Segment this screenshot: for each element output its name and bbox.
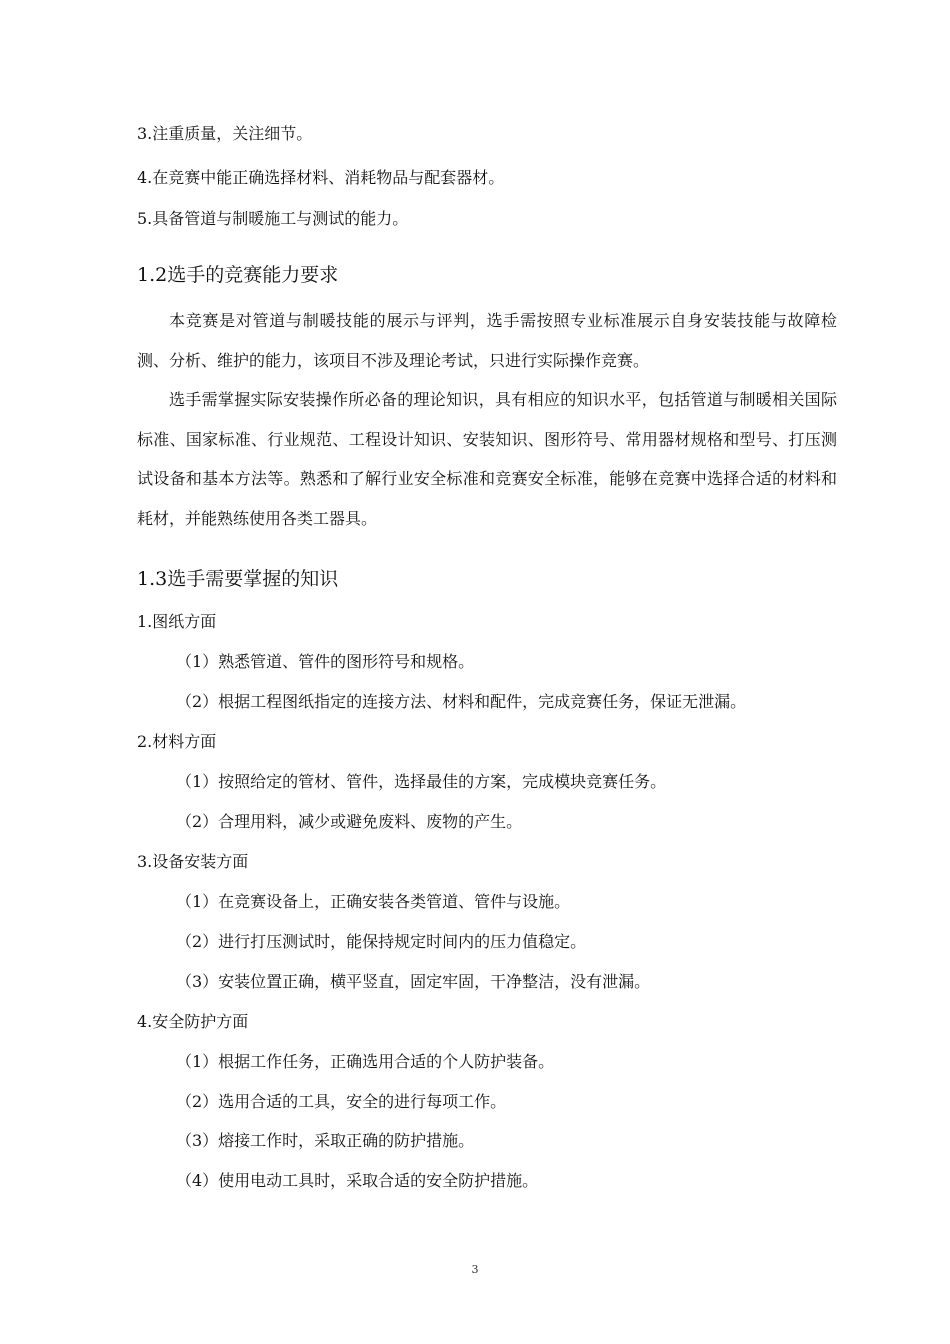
list-item: 5.具备管道与制暖施工与测试的能力。 — [137, 209, 409, 228]
list-item: （1）在竞赛设备上，正确安装各类管道、管件与设施。 — [176, 892, 571, 911]
list-item: （2）进行打压测试时，能保持规定时间内的压力值稳定。 — [176, 932, 587, 951]
list-item: （1）按照给定的管材、管件，选择最佳的方案，完成模块竞赛任务。 — [176, 772, 667, 791]
list-item: （2）根据工程图纸指定的连接方法、材料和配件，完成竞赛任务，保证无泄漏。 — [176, 692, 747, 711]
list-item: （2）合理用料，减少或避免废料、废物的产生。 — [176, 812, 523, 831]
list-item: （1）根据工作任务，正确选用合适的个人防护装备。 — [176, 1052, 555, 1071]
list-item: （4）使用电动工具时，采取合适的安全防护措施。 — [176, 1171, 539, 1190]
paragraph: 本竞赛是对管道与制暖技能的展示与评判，选手需按照专业标准展示自身安装技能与故障检测、分析、维护的能力，该项目不涉及理论考试，只进行实际操作竞赛。 — [137, 311, 837, 370]
group-title: 3.设备安装方面 — [137, 852, 249, 871]
group-title: 4.安全防护方面 — [137, 1012, 249, 1031]
list-item: （3）熔接工作时，采取正确的防护措施。 — [176, 1131, 475, 1150]
page-number: 3 — [471, 1263, 479, 1276]
group-title: 2.材料方面 — [137, 732, 217, 751]
list-item: 3.注重质量，关注细节。 — [137, 124, 313, 143]
list-item: 4.在竞赛中能正确选择材料、消耗物品与配套器材。 — [137, 168, 505, 187]
paragraph: 选手需掌握实际安装操作所必备的理论知识，具有相应的知识水平，包括管道与制暖相关国际标准、国家标准、行业规范、工程设计知识、安装知识、图形符号、常用器材规格和型号、打压测试设备和基本方法等。熟悉和了解行业安全标准和竞赛安全标准，能够在竞赛中选择合适的材料和耗材，并能熟练使用各类工器具。 — [137, 390, 837, 528]
section-heading-1-3: 1.3选手需要掌握的知识 — [137, 568, 339, 590]
list-item: （1）熟悉管道、管件的图形符号和规格。 — [176, 652, 475, 671]
list-item: （2）选用合适的工具，安全的进行每项工作。 — [176, 1092, 507, 1111]
section-heading-1-2: 1.2选手的竞赛能力要求 — [137, 264, 339, 286]
group-title: 1.图纸方面 — [137, 612, 217, 631]
list-item: （3）安装位置正确，横平竖直，固定牢固，干净整洁，没有泄漏。 — [176, 972, 651, 991]
